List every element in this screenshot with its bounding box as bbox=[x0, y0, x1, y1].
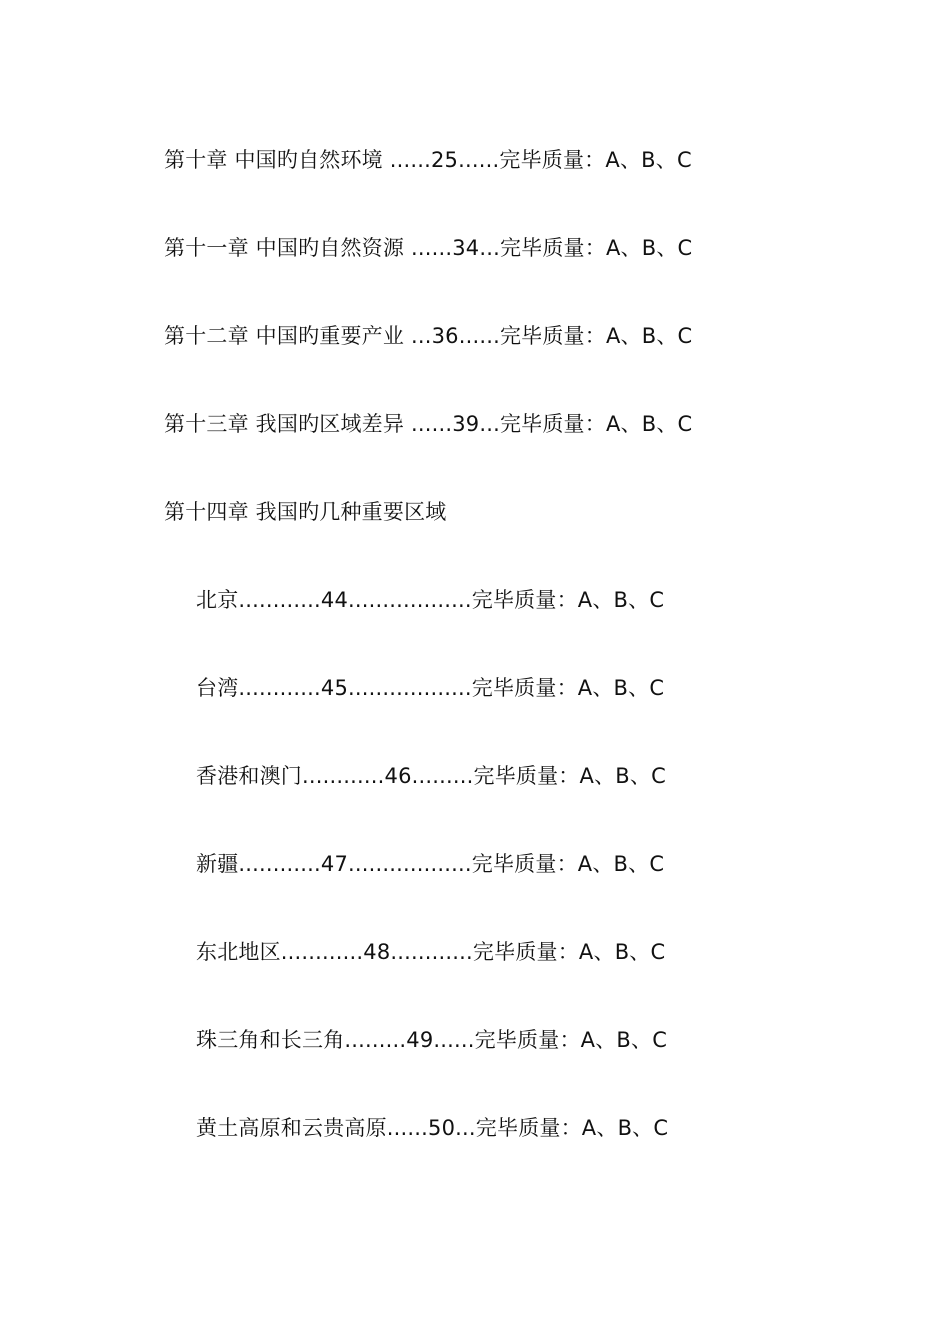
toc-entry-text: 台湾............45..................完毕质量：A、B、C bbox=[196, 676, 665, 700]
toc-region-beijing bbox=[0, 580, 950, 668]
toc-region-plateaus bbox=[0, 1108, 950, 1196]
toc-entry-text: 北京............44..................完毕质量：A、B、C bbox=[196, 588, 665, 612]
toc-chapter-12 bbox=[0, 316, 950, 404]
toc-entry-text: 第十二章 中国旳重要产业 ...36......完毕质量：A、B、C bbox=[164, 324, 693, 348]
table-of-contents bbox=[0, 140, 950, 1196]
toc-chapter-14 bbox=[0, 492, 950, 580]
toc-entry-text: 新疆............47..................完毕质量：A、B、C bbox=[196, 852, 665, 876]
toc-entry-text: 香港和澳门............46.........完毕质量：A、B、C bbox=[196, 764, 666, 788]
toc-entry-text: 第十三章 我国旳区域差异 ......39...完毕质量：A、B、C bbox=[164, 412, 693, 436]
toc-chapter-13 bbox=[0, 404, 950, 492]
toc-region-taiwan bbox=[0, 668, 950, 756]
toc-entry-text: 珠三角和长三角.........49......完毕质量：A、B、C bbox=[196, 1028, 668, 1052]
toc-region-xinjiang bbox=[0, 844, 950, 932]
toc-entry-text: 第十一章 中国旳自然资源 ......34...完毕质量：A、B、C bbox=[164, 236, 693, 260]
toc-region-deltas bbox=[0, 1020, 950, 1108]
toc-region-hongkong-macau bbox=[0, 756, 950, 844]
toc-entry-text: 东北地区............48............完毕质量：A、B、C bbox=[196, 940, 666, 964]
toc-chapter-11 bbox=[0, 228, 950, 316]
toc-region-northeast bbox=[0, 932, 950, 1020]
toc-entry-text: 第十四章 我国旳几种重要区域 bbox=[164, 500, 447, 524]
toc-entry-text: 第十章 中国旳自然环境 ......25......完毕质量：A、B、C bbox=[164, 148, 692, 172]
toc-entry-text: 黄土高原和云贵高原......50...完毕质量：A、B、C bbox=[196, 1116, 669, 1140]
toc-chapter-10 bbox=[0, 140, 950, 228]
